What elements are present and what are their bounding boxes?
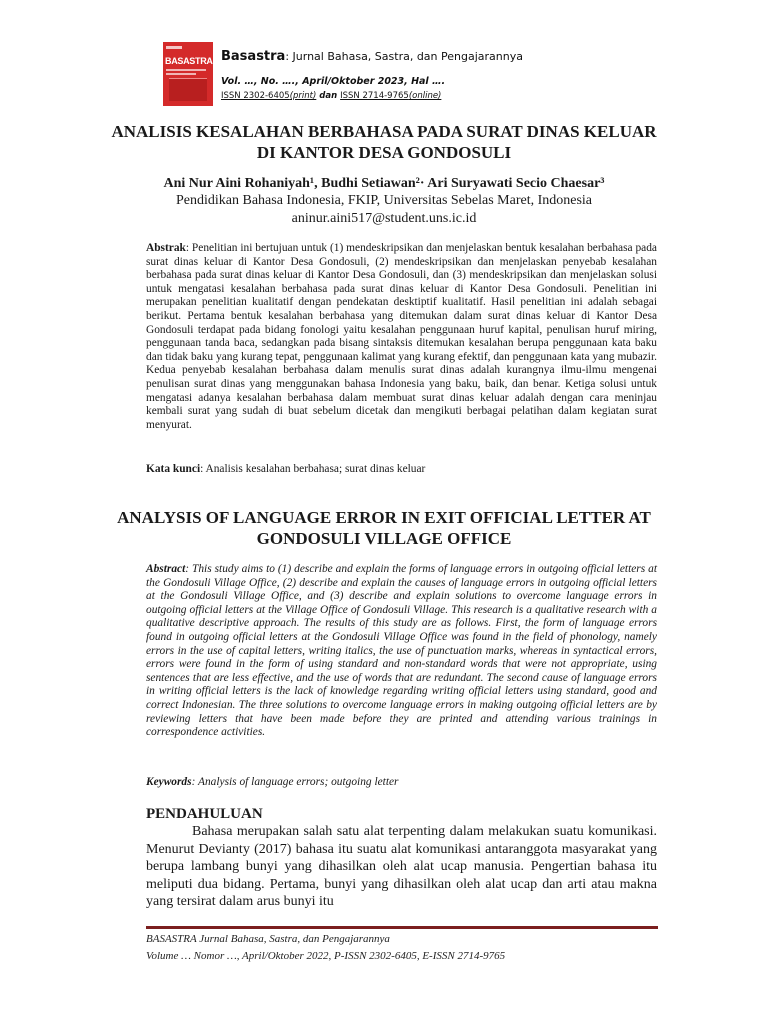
journal-cover-thumbnail <box>163 42 213 106</box>
keywords-indonesian: Kata kunci: Analisis kesalahan berbahasa; surat dinas keluar <box>146 463 426 475</box>
section-heading-introduction: PENDAHULUAN <box>146 806 263 822</box>
author-email[interactable]: aninur.aini517@student.uns.ic.id <box>291 211 477 226</box>
volume-line: Vol. …, No. …., April/Oktober 2023, Hal …. <box>221 76 446 87</box>
issn-line: ISSN 2302-6405(print) dan ISSN 2714-9765(online) <box>221 91 442 101</box>
paper-title-indonesian: ANALISIS KESALAHAN BERBAHASA PADA SURAT DINAS KELUAR DI KANTOR DESA GONDOSULI <box>111 122 657 162</box>
abstract-indonesian: Abstrak: Penelitian ini bertujuan untuk (1) mendeskripsikan dan menjelaskan bentuk kesalahan berbahasa pada surat dinas keluar di Kantor Desa Gondosuli, (2) mendeskripsikan dan menjelaskan penyebab kesalahan berbahasa pada surat dinas keluar di Kantor Desa Gondosuli, dan (3) mendeskripsikan dan menjelaskan solusi untuk mengatasi kesalahan berbahasa pada surat dinas keluar di Kantor Desa Gondosuli. Penelitian ini merupakan penelitian kualitatif dengan pendekatan desktiptif kualitatif. Hasil penelitian ini adalah sebagai berikut. Pertama bentuk kesalahan berbahasa yang ditemukan dalam surat dinas keluar di Kantor Desa Gondosuli terdapat pada bidang fonologi yaitu kesalahan penggunaan huruf kapital, penulisan huruf miring, penggunaan tanda baca, sedangkan pada bisang sintaksis ditemukan kesalahan berupa penggunaan kata baku dan tidak baku yang kurang tepat, penggunaan kalimat yang kurang efektif, dan penggunaan kata yang mubazir. Kedua penyebab kesalahan berbahasa dalam menulis surat dinas adalah kurangnya ilmu-ilmu mengenai penulisan surat dinas yang menggunakan bahasa Indonesia yang baku, baik, dan benar. Ketiga solusi untuk mengatasi adanya kesalahan berbahasa dalam membuat surat dinas keluar adalah dengan cara meninjau kembali surat yang sudah di buat sebelum dicetak dan mengikuti berbagai pelatihan dalam kegiatan surat menyurat. <box>146 242 657 431</box>
issn-online-link[interactable]: ISSN 2714-9765 <box>340 91 409 101</box>
abstract-english: Abstract: This study aims to (1) describe and explain the forms of language errors in outgoing official letters at the Gondosuli Village Office, (2) describe and explain the causes of language errors in outgoing official letters at the Gondosuli Village Office, and (3) describe and explain solutions to overcome language errors in outgoing official letters at the Village Office of Gondosuli Village. This research is a qualitative research with a qualitative descriptive approach. The results of this study are as follows. First, the form of language errors found in outgoing official letters at the Gondosuli Village Office was found in the field of phonology, namely errors in the use of capital letters, writing italics, the use of punctuation marks, whereas in syntactical errors, errors were found in the form of using standard and non-standard words that were not appropriate, using sentences that are less effective, and the use of words that are redundant. The second cause of language errors in writing official letters is the lack of knowledge regarding writing official letters using standard, good and correct Indonesian. The three solutions to overcome language errors in making outgoing official letters are by reviewing letters that have been made before they are printed and attending various trainings in correspondence activities. <box>146 563 657 739</box>
issn-print-link[interactable]: ISSN 2302-6405 <box>221 91 290 101</box>
cover-title: BASASTRA <box>165 56 213 66</box>
footer-journal-name: BASASTRA Jurnal Bahasa, Sastra, dan Pengajarannya <box>146 933 390 945</box>
journal-name: Basastra: Jurnal Bahasa, Sastra, dan Pengajarannya <box>221 49 523 64</box>
paper-title-english: ANALYSIS OF LANGUAGE ERROR IN EXIT OFFICIAL LETTER AT GONDOSULI VILLAGE OFFICE <box>117 508 651 548</box>
footer-divider <box>146 926 658 929</box>
author-list: Ani Nur Aini Rohaniyah¹, Budhi Setiawan²· Ari Suryawati Secio Chaesar³ <box>163 176 605 191</box>
introduction-paragraph: Bahasa merupakan salah satu alat terpenting dalam melakukan suatu komunikasi. Menurut Devianty (2017) bahasa itu suatu alat komunikasi antaranggota masyarakat yang berupa lambang bunyi yang dihasilkan oleh alat ucap manusia. Pengertian bahasa itu meliputi dua bidang. Pertama, bunyi yang dihasilkan oleh alat ucap dan arti atau makna yang tersirat dalam arus bunyi itu <box>146 824 657 910</box>
author-affiliation: Pendidikan Bahasa Indonesia, FKIP, Universitas Sebelas Maret, Indonesia aninur.aini517@student.uns.ic.id <box>175 193 593 226</box>
keywords-english: Keywords: Analysis of language errors; outgoing letter <box>146 776 399 788</box>
footer-volume-issn: Volume … Nomor …, April/Oktober 2022, P-ISSN 2302-6405, E-ISSN 2714-9765 <box>146 950 506 962</box>
journal-header <box>163 42 643 106</box>
